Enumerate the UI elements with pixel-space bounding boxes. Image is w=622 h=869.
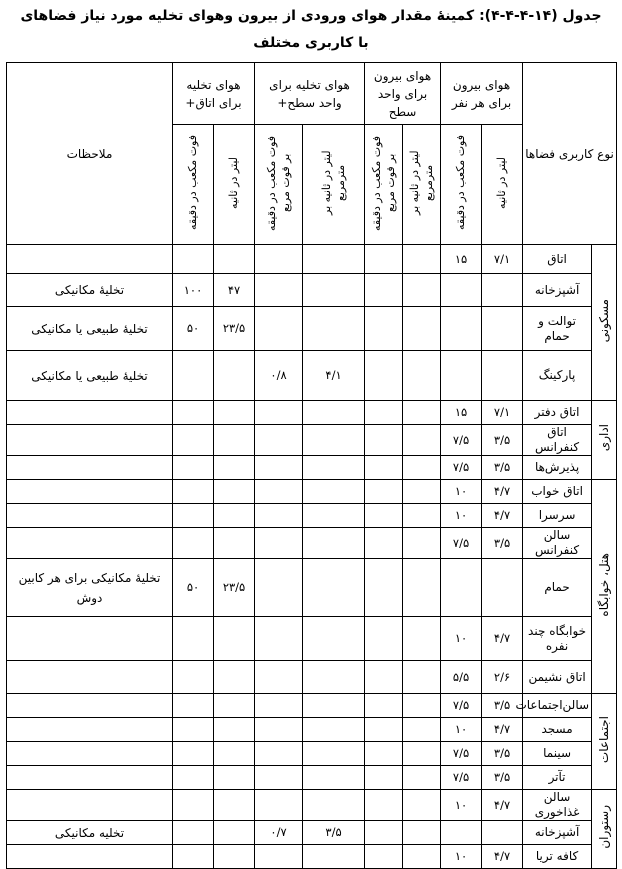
note-cell [7,766,173,790]
space-name: آشپزخانه [523,274,592,307]
value-cell: ۱۵ [441,245,482,274]
space-name: حمام [523,559,592,617]
caption-line-2: با کاربری مختلف [253,35,369,51]
value-cell: ۲/۶ [482,661,523,694]
space-name: کافه تریا [523,845,592,869]
value-cell: ۳/۵ [482,528,523,559]
table-row [7,718,617,742]
value-cell [214,504,255,528]
subheader-cfm-ft2: فوت مکعب در دقیقه بر فوت مربع [365,125,403,245]
header-outside-per-area: هوای بیرون برای واحد سطح [365,63,441,125]
value-cell [365,718,403,742]
note-cell [7,790,173,821]
value-cell: ۴/۷ [482,790,523,821]
table-row [7,559,617,617]
table-row [7,528,617,559]
note-cell: تخلیۀ طبیعی یا مکانیکی [7,307,173,351]
table-row [7,742,617,766]
value-cell [303,504,365,528]
value-cell [255,274,303,307]
group-label: هتل، خوابگاه [592,480,617,694]
value-cell [303,480,365,504]
value-cell [365,504,403,528]
value-cell [482,559,523,617]
value-cell [482,351,523,401]
value-cell [303,617,365,661]
value-cell [365,766,403,790]
table-row [7,766,617,790]
value-cell [214,790,255,821]
value-cell [303,718,365,742]
space-name: خوابگاه چند نفره [523,617,592,661]
note-cell [7,742,173,766]
value-cell [255,845,303,869]
value-cell [303,790,365,821]
value-cell [255,694,303,718]
value-cell [365,456,403,480]
value-cell [365,694,403,718]
value-cell [303,661,365,694]
value-cell [365,528,403,559]
value-cell: ۱۰ [441,617,482,661]
value-cell: ۴/۱ [303,351,365,401]
space-name: اتاق خواب [523,480,592,504]
subheader-cfm: فوت مکعب در دقیقه [441,125,482,245]
value-cell [365,425,403,456]
subheader-lps: لیتر در ثانیه [214,125,255,245]
value-cell [303,274,365,307]
space-name: اتاق نشیمن [523,661,592,694]
value-cell [482,821,523,845]
table-row [7,480,617,504]
value-cell: ۴/۷ [482,617,523,661]
value-cell [303,694,365,718]
table-row [7,617,617,661]
value-cell [255,504,303,528]
group-label: اجتماعات [592,694,617,790]
value-cell [173,528,214,559]
value-cell [214,821,255,845]
value-cell: ۷/۵ [441,456,482,480]
note-cell [7,401,173,425]
note-cell [7,528,173,559]
value-cell [173,790,214,821]
value-cell [482,274,523,307]
value-cell [403,480,441,504]
value-cell: ۳/۵ [482,742,523,766]
value-cell [255,456,303,480]
value-cell [173,504,214,528]
value-cell [365,821,403,845]
note-cell [7,617,173,661]
note-cell [7,456,173,480]
caption-line-1: جدول (۱۴-۴-۴-۴): کمینۀ مقدار هوای ورودی از بیرون وهوای تخلیه مورد نیاز فضاهای [20,8,602,24]
space-name: سالن‌اجتماعات [523,694,592,718]
subheader-cfm: فوت مکعب در دقیقه [173,125,214,245]
value-cell: ۱۰ [441,480,482,504]
table-row [7,456,617,480]
value-cell: ۲۳/۵ [214,307,255,351]
note-cell [7,480,173,504]
value-cell: ۷/۵ [441,766,482,790]
value-cell [214,718,255,742]
value-cell [255,617,303,661]
subheader-cfm-ft2: فوت مکعب در دقیقه بر فوت مربع [255,125,303,245]
space-name: آشپزخانه [523,821,592,845]
value-cell [173,480,214,504]
value-cell [255,480,303,504]
note-cell [7,425,173,456]
value-cell [173,742,214,766]
value-cell [303,245,365,274]
value-cell [303,456,365,480]
table-row [7,845,617,869]
value-cell [303,845,365,869]
value-cell [255,528,303,559]
value-cell: ۴/۷ [482,480,523,504]
value-cell [365,401,403,425]
value-cell [173,821,214,845]
value-cell [403,528,441,559]
subheader-lps-m2: لیتر در ثانیه بر مترمربع [403,125,441,245]
space-name: سالن کنفرانس [523,528,592,559]
value-cell: ۵/۵ [441,661,482,694]
value-cell: ۵۰ [173,559,214,617]
table-caption [0,0,622,57]
note-cell [7,694,173,718]
space-name: تآتر [523,766,592,790]
value-cell [255,307,303,351]
value-cell [214,845,255,869]
value-cell [214,694,255,718]
value-cell [214,456,255,480]
value-cell: ۱۵ [441,401,482,425]
value-cell [441,307,482,351]
space-name: سرسرا [523,504,592,528]
value-cell: ۱۰ [441,845,482,869]
header-notes: ملاحظات [7,63,173,245]
value-cell [255,790,303,821]
value-cell [255,766,303,790]
value-cell [173,694,214,718]
group-label: رستوران [592,790,617,869]
value-cell [403,425,441,456]
value-cell [303,528,365,559]
value-cell [365,245,403,274]
value-cell [214,766,255,790]
value-cell [365,790,403,821]
value-cell: ۷/۵ [441,425,482,456]
value-cell [255,559,303,617]
value-cell: ۱۰ [441,790,482,821]
value-cell [482,307,523,351]
value-cell [403,742,441,766]
value-cell [173,456,214,480]
value-cell: ۳/۵ [482,694,523,718]
value-cell [403,245,441,274]
value-cell [255,718,303,742]
value-cell [441,351,482,401]
value-cell [403,559,441,617]
value-cell [173,661,214,694]
table-row [7,425,617,456]
value-cell: ۰/۸ [255,351,303,401]
header-outside-per-person: هوای بیرون برای هر نفر [441,63,523,125]
space-name: پارکینگ [523,351,592,401]
table-row [7,661,617,694]
value-cell: ۴/۷ [482,845,523,869]
space-name: مسجد [523,718,592,742]
value-cell: ۷/۵ [441,742,482,766]
subheader-lps: لیتر در ثانیه [482,125,523,245]
note-cell [7,245,173,274]
value-cell [365,480,403,504]
value-cell: ۴۷ [214,274,255,307]
value-cell [173,425,214,456]
value-cell [214,661,255,694]
value-cell [403,694,441,718]
table-row [7,307,617,351]
note-cell [7,661,173,694]
value-cell [403,821,441,845]
value-cell: ۵۰ [173,307,214,351]
table-row [7,274,617,307]
group-label: اداری [592,401,617,480]
value-cell [303,766,365,790]
note-cell [7,845,173,869]
value-cell [173,245,214,274]
value-cell [214,742,255,766]
value-cell [303,742,365,766]
value-cell [403,274,441,307]
value-cell: ۷/۱ [482,245,523,274]
value-cell [441,821,482,845]
value-cell: ۳/۵ [303,821,365,845]
value-cell [214,245,255,274]
note-cell [7,718,173,742]
value-cell [255,661,303,694]
space-name: سینما [523,742,592,766]
space-name: اتاق دفتر [523,401,592,425]
value-cell [173,766,214,790]
value-cell [173,845,214,869]
table-row [7,351,617,401]
value-cell: ۱۰۰ [173,274,214,307]
value-cell [303,559,365,617]
table-row [7,821,617,845]
value-cell [403,661,441,694]
value-cell: ۴/۷ [482,718,523,742]
note-cell [7,504,173,528]
note-cell: تخلیۀ مکانیکی برای هر کابین دوش [7,559,173,617]
value-cell [365,661,403,694]
value-cell [365,307,403,351]
space-name: سالن غذاخوری [523,790,592,821]
space-name: اتاق کنفرانس [523,425,592,456]
value-cell [365,617,403,661]
note-cell: تخلیه مکانیکی [7,821,173,845]
value-cell [303,401,365,425]
value-cell [255,425,303,456]
value-cell: ۷/۵ [441,694,482,718]
value-cell [365,274,403,307]
value-cell [403,766,441,790]
note-cell: تخلیۀ مکانیکی [7,274,173,307]
value-cell [214,617,255,661]
value-cell [255,401,303,425]
value-cell: ۷/۵ [441,528,482,559]
value-cell [441,559,482,617]
ventilation-table [6,62,617,869]
value-cell: ۰/۷ [255,821,303,845]
value-cell [403,456,441,480]
value-cell [255,245,303,274]
value-cell [255,742,303,766]
value-cell: ۳/۵ [482,766,523,790]
value-cell [403,718,441,742]
value-cell [173,351,214,401]
value-cell [214,480,255,504]
subheader-lps-m2: لیتر در ثانیه بر مترمربع [303,125,365,245]
value-cell [365,351,403,401]
table-row [7,504,617,528]
value-cell [173,617,214,661]
table-row [7,790,617,821]
value-cell [173,401,214,425]
value-cell [403,504,441,528]
value-cell [365,742,403,766]
header-exhaust-per-room: هوای تخلیه برای اتاق+ [173,63,255,125]
value-cell [303,307,365,351]
value-cell: ۱۰ [441,504,482,528]
space-name: پذیرش‌ها [523,456,592,480]
value-cell [173,718,214,742]
header-space-type: نوع کاربری فضاها [523,63,617,245]
value-cell [365,559,403,617]
value-cell: ۷/۱ [482,401,523,425]
note-cell: تخلیۀ طبیعی یا مکانیکی [7,351,173,401]
value-cell [403,307,441,351]
space-name: اتاق [523,245,592,274]
value-cell [403,401,441,425]
value-cell: ۴/۷ [482,504,523,528]
table-row [7,245,617,274]
value-cell [441,274,482,307]
value-cell: ۲۳/۵ [214,559,255,617]
value-cell [214,425,255,456]
value-cell [214,351,255,401]
value-cell: ۱۰ [441,718,482,742]
value-cell: ۳/۵ [482,456,523,480]
header-exhaust-per-area: هوای تخلیه برای واحد سطح+ [255,63,365,125]
value-cell: ۳/۵ [482,425,523,456]
value-cell [303,425,365,456]
value-cell [403,845,441,869]
value-cell [214,401,255,425]
space-name: توالت و حمام [523,307,592,351]
table-row [7,401,617,425]
value-cell [403,617,441,661]
value-cell [214,528,255,559]
value-cell [403,351,441,401]
value-cell [365,845,403,869]
value-cell [403,790,441,821]
group-label: مسکونی [592,245,617,401]
table-row [7,694,617,718]
